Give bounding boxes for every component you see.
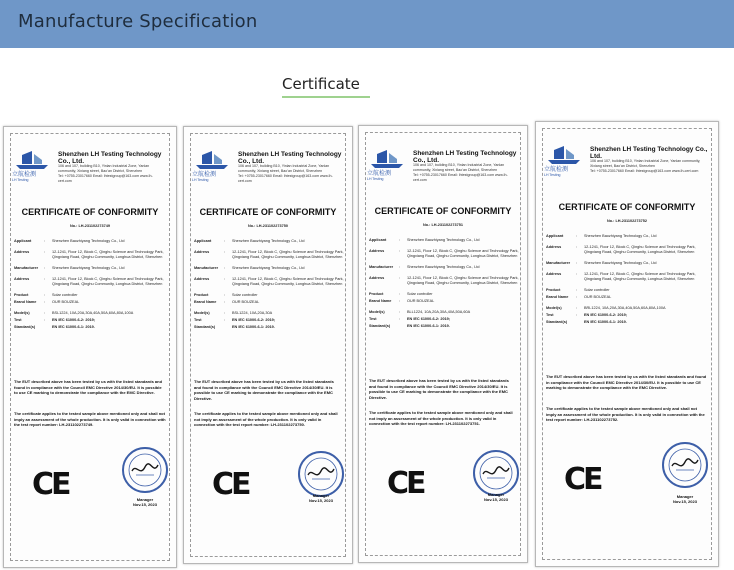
- field-colon: :: [576, 288, 578, 292]
- field-colon: :: [399, 317, 401, 321]
- field-row-applicant: [14, 239, 168, 244]
- stamp-seal-icon: [120, 445, 170, 495]
- field-colon: :: [399, 292, 401, 296]
- ce-mark: CE: [32, 467, 69, 502]
- field-row-brand: [194, 300, 344, 305]
- field-row-models: [194, 311, 344, 316]
- issuer-contact-line: Tel: +0755-23017660 Email: lhtestgroup@163.com www.lh-cert.com: [590, 169, 699, 173]
- field-label: Address: [194, 277, 210, 281]
- field-value: EN IEC 61000-6-2: 2019;: [584, 313, 628, 317]
- stamp-seal-icon: [660, 440, 710, 490]
- issuer-contact-line: Tel: +0755-23017660 Email: lhtestgroup@163.com www.lh-cert.com: [238, 174, 333, 183]
- field-row-test: [194, 318, 344, 323]
- field-value: EN IEC 61000-6-1: 2019.: [52, 325, 95, 329]
- field-label: Model(s): [14, 311, 30, 315]
- logo-cn-text: 立航检测: [12, 171, 37, 178]
- field-row-applicant: [194, 239, 344, 244]
- logo-en-text: LH Testing: [12, 178, 29, 182]
- field-row-address: [194, 250, 344, 260]
- ce-mark: CE: [212, 467, 249, 502]
- field-label: Product: [369, 292, 384, 296]
- signature-stamp: [660, 440, 710, 490]
- field-label: Standard(s): [546, 320, 568, 324]
- field-colon: :: [224, 300, 226, 304]
- issuer-address: [58, 164, 166, 184]
- field-colon: :: [399, 276, 401, 280]
- issuer-company-name: Shenzhen LH Testing Technology Co., Ltd.: [238, 151, 342, 165]
- issuer-company-name: Shenzhen LH Testing Technology Co., Ltd.: [413, 150, 517, 164]
- field-value: OUR BOUZEAL: [52, 300, 80, 304]
- field-value: Shenzhen Baozhiyang Technology Co., Ltd: [584, 261, 657, 265]
- issuer-company-name: Shenzhen LH Testing Technology Co., Ltd.: [590, 146, 708, 160]
- field-colon: :: [399, 310, 401, 314]
- field-row-product: [14, 293, 168, 298]
- field-row-address: [546, 245, 710, 255]
- field-label: Brand Name: [546, 295, 569, 299]
- manager-signature-block: [471, 492, 521, 502]
- field-value: EN IEC 61000-6-2: 2019;: [232, 318, 276, 322]
- certificate-title: CERTIFICATE OF CONFORMITY: [558, 202, 696, 212]
- ship-logo-icon: [192, 149, 232, 171]
- field-colon: :: [576, 272, 578, 276]
- field-colon: :: [576, 295, 578, 299]
- issuer-address-line: 106 and 107, building B10, Yinlan Industrial Zone, Yanlan community, Xixiang street, Bao'an District, Shenzhen: [413, 163, 505, 172]
- field-row-models: [546, 306, 710, 311]
- scope-paragraph: The certificate applies to the tested sample above mentioned only and shall not imply an assessment of the whole production. It is only valid in connection with the test report number: LH-231102273751.: [369, 410, 513, 427]
- field-value: BSL1224, 10A,20A,30A: [232, 311, 273, 315]
- manager-label: Manager: [136, 497, 154, 502]
- field-value: 12-1241, Floor 12, Block C, Qinghu Science and Technology Park, Qingxiang Road, Qinghu Community, Longhua District, Shenzhen: [232, 277, 344, 286]
- issue-date: Nov.15, 2023: [673, 499, 697, 504]
- ship-logo-icon: [544, 144, 584, 166]
- field-value: 12-1241, Floor 12, Block C, Qinghu Science and Technology Park, Qingxiang Road, Qinghu Community, Longhua District, Shenzhen: [584, 245, 696, 254]
- stamp-seal-icon: [296, 449, 346, 499]
- field-row-manufacturer: [369, 265, 519, 270]
- logo-cn-text: 立航检测: [544, 166, 569, 173]
- field-colon: :: [224, 318, 226, 322]
- field-label: Standard(s): [194, 325, 216, 329]
- issue-date: Nov.15, 2023: [484, 497, 508, 502]
- issuer-contact-line: Tel: +0755-23017660 Email: lhtestgroup@163.com www.lh-cert.com: [58, 174, 153, 183]
- field-row-address2: [546, 272, 710, 282]
- signature-stamp: [471, 448, 521, 498]
- field-row-manufacturer: [546, 261, 710, 266]
- lh-testing-logo: [367, 148, 407, 181]
- compliance-paragraph: The EUT described above has been tested by us with the listed standards and found in compliance with the Council EMC Directive 2014/30/EU. It is possible to use CE marking to demonstrate the compliance with the EMC Directive.: [194, 379, 334, 401]
- field-value: 12-1241, Floor 12, Block C, Qinghu Science and Technology Park, Qingxiang Road, Qinghu Community, Longhua District, Shenzhen: [52, 250, 164, 259]
- field-label: Test: [546, 313, 554, 317]
- field-row-product: [369, 292, 519, 297]
- field-label: Model(s): [369, 310, 385, 314]
- field-row-test: [14, 318, 168, 323]
- field-label: Test: [369, 317, 377, 321]
- field-colon: [44, 325, 52, 330]
- field-row-address: [369, 249, 519, 259]
- certificate-card[interactable]: [3, 126, 177, 568]
- issuer-address-line: 106 and 107, building B10, Yinlan Industrial Zone, Yanlan community, Xixiang street, Bao'an District, Shenzhen: [590, 159, 701, 168]
- field-label: Address: [546, 272, 562, 276]
- field-label: Standard(s): [14, 325, 36, 329]
- field-value: Solar controller: [52, 293, 78, 297]
- certificate-number: No.: LH-231102273750: [248, 224, 288, 228]
- compliance-paragraph: The EUT described above has been tested by us with the listed standards and found in compliance with the Council EMC Directive 2014/30/EU. It is possible to use CE marking to demonstrate the compliance with the EMC Directive.: [546, 374, 707, 391]
- certificate-fields: [369, 238, 519, 335]
- issuer-address: [238, 164, 342, 184]
- field-value: 12-1241, Floor 12, Block C, Qinghu Science and Technology Park, Qingxiang Road, Qinghu Community, Longhua District, Shenzhen: [52, 277, 164, 286]
- field-colon: :: [44, 318, 46, 322]
- field-label: Applicant: [194, 239, 212, 243]
- ce-mark: CE: [387, 466, 424, 501]
- lh-testing-logo: [192, 149, 232, 182]
- field-colon: :: [224, 250, 226, 254]
- field-row-applicant: [369, 238, 519, 243]
- field-row-test: [546, 313, 710, 318]
- field-row-manufacturer: [194, 266, 344, 271]
- field-value: Shenzhen Baozhiyang Technology Co., Ltd: [407, 265, 480, 269]
- field-label: Address: [14, 250, 30, 254]
- field-colon: :: [44, 293, 46, 297]
- stamp-seal-icon: [471, 448, 521, 498]
- field-colon: :: [224, 266, 226, 270]
- field-row-address2: [369, 276, 519, 286]
- field-row-manufacturer: [14, 266, 168, 271]
- ce-mark: CE: [564, 462, 601, 497]
- field-row-models: [14, 311, 168, 316]
- field-row-product: [194, 293, 344, 298]
- field-colon: :: [224, 293, 226, 297]
- field-colon: :: [44, 300, 46, 304]
- field-label: Address: [14, 277, 30, 281]
- compliance-paragraph: The EUT described above has been tested by us with the listed standards and found in compliance with the Council EMC Directive 2014/30/EU. It is possible to use CE marking to demonstrate the compliance with the EMC Directive.: [14, 379, 163, 396]
- issue-date: Nov.15, 2023: [309, 498, 333, 503]
- lh-testing-logo: [544, 144, 584, 177]
- field-colon: :: [224, 277, 226, 281]
- field-value: 12-1241, Floor 12, Block C, Qinghu Science and Technology Park, Qingxiang Road, Qinghu Community, Longhua District, Shenzhen: [407, 276, 519, 285]
- field-value: Shenzhen Baozhiyang Technology Co., Ltd: [232, 239, 305, 243]
- field-label: Applicant: [369, 238, 387, 242]
- field-label: Applicant: [14, 239, 32, 243]
- field-value: EN IEC 61000-6-1: 2019.: [584, 320, 627, 324]
- field-colon: [224, 325, 232, 330]
- field-label: Brand Name: [14, 300, 37, 304]
- field-value: EN IEC 61000-6-2: 2019;: [407, 317, 451, 321]
- field-value: 12-1241, Floor 12, Block C, Qinghu Science and Technology Park, Qingxiang Road, Qinghu Community, Longhua District, Shenzhen: [584, 272, 696, 281]
- manager-label: Manager: [676, 494, 694, 499]
- field-value: Solar controller: [584, 288, 610, 292]
- field-colon: [576, 320, 584, 325]
- field-value: EN IEC 61000-6-2: 2019;: [52, 318, 96, 322]
- field-row-standard: [194, 325, 344, 330]
- field-value: Shenzhen Baozhiyang Technology Co., Ltd: [52, 266, 125, 270]
- compliance-paragraph: The EUT described above has been tested by us with the listed standards and found in compliance with the Council EMC Directive 2014/30/EU. It is possible to use CE marking to demonstrate the compliance with the EMC Directive.: [369, 378, 509, 400]
- field-colon: :: [399, 238, 401, 242]
- certificate-card[interactable]: [183, 126, 353, 564]
- manager-label: Manager: [487, 492, 505, 497]
- field-label: Applicant: [546, 234, 564, 238]
- scope-paragraph: The certificate applies to the tested sample above mentioned only and shall not imply an assessment of the whole production. It is only valid in connection with the test report number: LH-231102273749.: [14, 411, 166, 428]
- field-value: 12-1241, Floor 12, Block C, Qinghu Science and Technology Park, Qingxiang Road, Qinghu Community, Longhua District, Shenzhen: [232, 250, 344, 259]
- field-value: 12-1241, Floor 12, Block C, Qinghu Science and Technology Park, Qingxiang Road, Qinghu Community, Longhua District, Shenzhen: [407, 249, 519, 258]
- field-colon: :: [44, 311, 46, 315]
- signature-stamp: [296, 449, 346, 499]
- field-row-standard: [546, 320, 710, 325]
- field-row-standard: [369, 324, 519, 329]
- field-label: Brand Name: [194, 300, 217, 304]
- certificate-title: CERTIFICATE OF CONFORMITY: [199, 207, 337, 217]
- section-underline: [282, 96, 370, 98]
- field-row-brand: [369, 299, 519, 304]
- field-value: Shenzhen Baozhiyang Technology Co., Ltd: [52, 239, 125, 243]
- field-row-address: [14, 250, 168, 260]
- field-colon: :: [44, 266, 46, 270]
- scope-paragraph: The certificate applies to the tested sample above mentioned only and shall not imply an assessment of the whole production. It is only valid in connection with the test report number: LH-231102273750.: [194, 411, 338, 428]
- field-label: Address: [369, 276, 385, 280]
- field-label: Product: [14, 293, 29, 297]
- field-colon: :: [224, 239, 226, 243]
- field-label: Test: [194, 318, 202, 322]
- field-row-address2: [14, 277, 168, 287]
- certificate-title: CERTIFICATE OF CONFORMITY: [21, 207, 159, 217]
- manager-label: Manager: [312, 493, 330, 498]
- field-label: Manufacturer: [14, 266, 39, 270]
- field-value: Shenzhen Baozhiyang Technology Co., Ltd: [407, 238, 480, 242]
- certificate-fields: [194, 239, 344, 336]
- field-colon: :: [576, 261, 578, 265]
- field-value: Solar controller: [232, 293, 258, 297]
- field-value: Solar controller: [407, 292, 433, 296]
- field-row-standard: [14, 325, 168, 330]
- field-colon: :: [399, 265, 401, 269]
- ship-logo-icon: [367, 148, 407, 170]
- field-value: BSL1224, 10A,20A,30A,40A,50A,60A,80A,100A: [52, 311, 134, 315]
- field-value: OUR BOUZEAL: [407, 299, 435, 303]
- field-colon: [399, 324, 407, 329]
- field-colon: :: [576, 234, 578, 238]
- field-value: EN IEC 61000-6-1: 2019.: [407, 324, 450, 328]
- field-value: Shenzhen Baozhiyang Technology Co., Ltd: [232, 266, 305, 270]
- issuer-address-line: 106 and 107, building B10, Yinlan Industrial Zone, Yanlan community, Xixiang street, Bao'an District, Shenzhen: [58, 164, 150, 173]
- field-value: Shenzhen Baozhiyang Technology Co., Ltd: [584, 234, 657, 238]
- page-header-title: Manufacture Specification: [18, 11, 258, 32]
- field-label: Product: [194, 293, 209, 297]
- field-colon: :: [224, 311, 226, 315]
- field-label: Address: [369, 249, 385, 253]
- certificate-number: No.: LH-231102273752: [607, 219, 647, 223]
- certificate-title: CERTIFICATE OF CONFORMITY: [374, 206, 512, 216]
- field-colon: :: [399, 249, 401, 253]
- issuer-contact-line: Tel: +0755-23017660 Email: lhtestgroup@163.com www.lh-cert.com: [413, 173, 508, 182]
- field-row-brand: [546, 295, 710, 300]
- field-row-applicant: [546, 234, 710, 239]
- certificate-number: No.: LH-231102273751: [423, 223, 463, 227]
- field-value: OUR BOUZEAL: [584, 295, 612, 299]
- field-label: Model(s): [546, 306, 562, 310]
- field-colon: :: [44, 239, 46, 243]
- field-label: Model(s): [194, 311, 210, 315]
- field-colon: :: [576, 306, 578, 310]
- field-label: Manufacturer: [369, 265, 394, 269]
- manager-signature-block: [120, 497, 170, 507]
- field-colon: :: [44, 277, 46, 281]
- issuer-address-line: 106 and 107, building B10, Yinlan Industrial Zone, Yanlan community, Xixiang street, Bao'an District, Shenzhen: [238, 164, 330, 173]
- logo-en-text: LH Testing: [544, 173, 561, 177]
- issuer-company-name: Shenzhen LH Testing Technology Co., Ltd.: [58, 151, 162, 165]
- field-colon: :: [44, 250, 46, 254]
- field-label: Address: [546, 245, 562, 249]
- field-label: Brand Name: [369, 299, 392, 303]
- issuer-address: [413, 163, 517, 183]
- field-label: Address: [194, 250, 210, 254]
- field-value: BLL1224, 10A,20A,30A,40A,50A,60A: [407, 310, 471, 314]
- issue-date: Nov.15, 2023: [133, 502, 157, 507]
- logo-en-text: LH Testing: [367, 177, 384, 181]
- field-row-models: [369, 310, 519, 315]
- certificate-card[interactable]: [358, 125, 528, 563]
- issuer-address: [590, 159, 708, 174]
- field-label: Product: [546, 288, 561, 292]
- logo-cn-text: 立航检测: [192, 171, 217, 178]
- field-label: Manufacturer: [194, 266, 219, 270]
- field-value: BRL1224, 10A,20A,30A,40A,50A,60A,80A,100A: [584, 306, 666, 310]
- manager-signature-block: [296, 493, 346, 503]
- signature-stamp: [120, 445, 170, 495]
- field-colon: :: [399, 299, 401, 303]
- field-row-brand: [14, 300, 168, 305]
- ship-logo-icon: [12, 149, 52, 171]
- field-row-product: [546, 288, 710, 293]
- section-title: Certificate: [282, 75, 360, 93]
- certificate-fields: [546, 234, 710, 331]
- field-value: EN IEC 61000-6-1: 2019.: [232, 325, 275, 329]
- certificate-fields: [14, 239, 168, 336]
- logo-en-text: LH Testing: [192, 178, 209, 182]
- scope-paragraph: The certificate applies to the tested sample above mentioned only and shall not imply an assessment of the whole production. It is only valid in connection with the test report number: LH-231102273752.: [546, 406, 705, 423]
- field-label: Standard(s): [369, 324, 391, 328]
- field-row-address2: [194, 277, 344, 287]
- field-row-test: [369, 317, 519, 322]
- field-label: Test: [14, 318, 22, 322]
- field-value: OUR BOUZEAL: [232, 300, 260, 304]
- lh-testing-logo: [12, 149, 52, 182]
- manager-signature-block: [660, 494, 710, 504]
- logo-cn-text: 立航检测: [367, 170, 392, 177]
- certificate-number: No.: LH-231102273749: [70, 224, 110, 228]
- field-label: Manufacturer: [546, 261, 571, 265]
- field-colon: :: [576, 245, 578, 249]
- field-colon: :: [576, 313, 578, 317]
- certificate-card[interactable]: [535, 121, 719, 567]
